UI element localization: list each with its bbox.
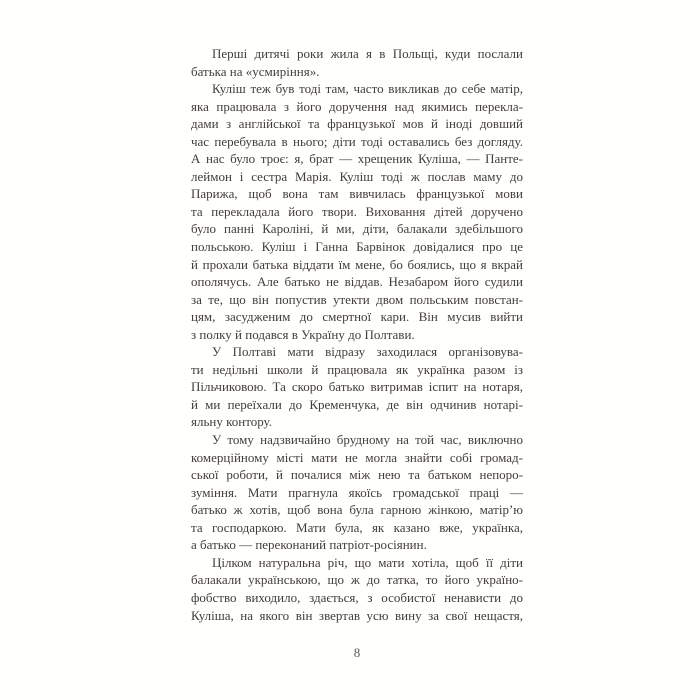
text-line: польською. Куліш і Ганна Барвінок довідалися про це: [191, 239, 523, 255]
text-line: комерційному місті мати не могла знайти собі громад-: [191, 449, 523, 465]
paragraph: [191, 554, 523, 624]
text-line: А нас було троє: я, брат — хрещеник Куліша, — Панте-: [191, 151, 523, 167]
page-number: 8: [353, 645, 361, 660]
text-line: батька на «усмиріння».: [191, 63, 320, 79]
text-line: Куліш теж був тоді там, часто викликав до себе матір,: [212, 81, 523, 97]
paragraph: [191, 431, 523, 554]
text-line: за те, що він попустив утекти двом польським повстан-: [191, 291, 523, 307]
text-line: дами з англійської та французької мов й іноді довший: [191, 116, 523, 132]
text-line: було панні Кароліні, й ми, діти, балакали здебільшого: [191, 221, 523, 237]
text-line: й прохали батька віддати їм мене, бо боялись, що я вкрай: [191, 256, 523, 272]
page-text-block: [191, 45, 523, 624]
text-line: та господаркою. Мати була, як казано вже, українка,: [191, 519, 523, 535]
paragraph: [191, 80, 523, 343]
text-line: Куліша, на якого він звертав усю вину за свої нещастя,: [191, 607, 523, 623]
text-line: ти недільні школи й працювала як українка разом із: [191, 361, 523, 377]
text-line: цям, засудженим до смертної кари. Він мусив вийти: [191, 309, 523, 325]
text-line: У Полтаві мати відразу заходилася організовува-: [212, 344, 523, 360]
text-line: з полку й подався в Україну до Полтави.: [191, 326, 415, 342]
text-line: час перебувала в нього; діти тоді оставались без догляду.: [191, 133, 523, 149]
text-line: яльну контору.: [191, 414, 273, 430]
paragraph: [191, 45, 523, 80]
text-line: батько ж хотів, щоб вона була гарною жінкою, матір’ю: [191, 502, 523, 518]
text-line: яка працювала з його доручення над якимись перекла-: [191, 98, 523, 114]
text-line: Пільчиковою. Та скоро батько витримав іспит на нотаря,: [191, 379, 523, 395]
text-line: ополячусь. Але батько не віддав. Незабаром його судили: [191, 274, 523, 290]
text-line: Парижа, щоб вона там вивчилась французької мови: [191, 186, 523, 202]
text-line: леймон і сестра Марія. Куліш тоді ж послав маму до: [191, 168, 523, 184]
text-line: зуміння. Мати прагнула якоїсь громадської праці —: [191, 484, 523, 500]
text-line: Перші дитячі роки жила я в Польщі, куди послали: [212, 46, 523, 61]
text-line: ської роботи, й почалися між нею та батьком непоро-: [191, 467, 523, 483]
text-line: та перекладала його твори. Виховання дітей доручено: [191, 203, 523, 219]
text-line: а батько — переконаний патріот-росіянин.: [191, 537, 427, 553]
text-line: Цілком натуральна річ, що мати хотіла, щоб її діти: [212, 554, 523, 570]
paragraph: [191, 343, 523, 431]
text-line: балакали українською, що ж до татка, то його україно-: [191, 572, 523, 588]
text-line: фобство виходило, здається, з особистої ненависти до: [191, 589, 523, 605]
text-line: й ми переїхали до Кременчука, де він одчинив нотарі-: [191, 396, 523, 412]
text-line: У тому надзвичайно брудному на той час, виключно: [212, 432, 523, 448]
